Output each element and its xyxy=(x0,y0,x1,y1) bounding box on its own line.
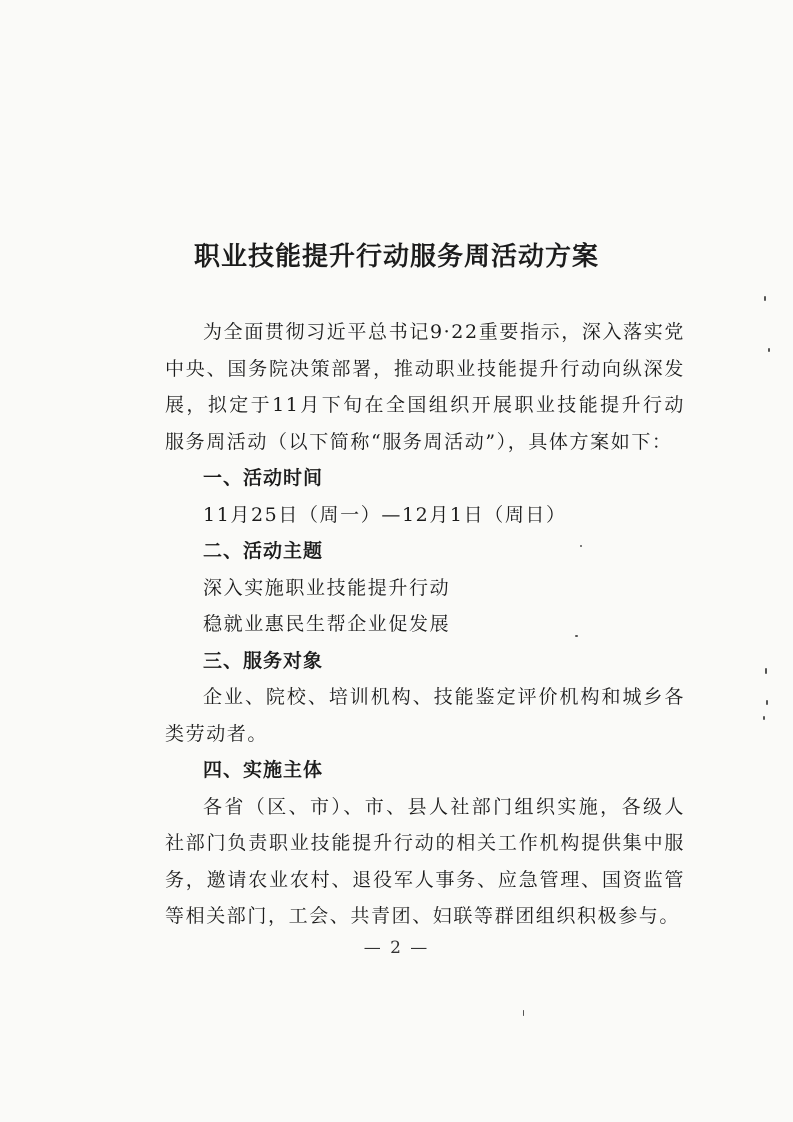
scan-speck xyxy=(575,635,578,637)
intro-paragraph: 为全面贯彻习近平总书记9·22重要指示，深入落实党中央、国务院决策部署，推动职业技能提升行动向纵深发展，拟定于11月下旬在全国组织开展职业技能提升行动服务周活动（以下简称“服务周活动”），具体方案如下： xyxy=(165,321,685,453)
scan-speck xyxy=(764,296,766,301)
scan-speck xyxy=(763,716,765,720)
scan-speck xyxy=(766,700,768,705)
scan-speck xyxy=(580,545,582,547)
section-heading-time: 一、活动时间 xyxy=(203,467,324,489)
section-paragraph: 稳就业惠民生帮企业促发展 xyxy=(203,613,451,635)
scan-speck xyxy=(523,1010,524,1016)
section-heading-theme: 二、活动主题 xyxy=(203,540,324,562)
document-body xyxy=(165,314,685,935)
section-paragraph: 各省（区、市）、市、县人社部门组织实施，各级人社部门负责职业技能提升行动的相关工作机构提供集中服务，邀请农业农村、退役军人事务、应急管理、国资监管等相关部门，工会、共青团、妇联等群团组织积极参与。 xyxy=(165,795,685,927)
scan-speck xyxy=(768,348,770,352)
section-paragraph: 深入实施职业技能提升行动 xyxy=(203,576,451,599)
section-heading-audience: 三、服务对象 xyxy=(203,649,324,672)
section-paragraph: 11月25日（周一）—12月1日（周日） xyxy=(203,503,567,526)
scan-speck xyxy=(765,668,767,674)
page-number: — 2 — xyxy=(363,938,430,958)
document-title: 职业技能提升行动服务周活动方案 xyxy=(193,242,599,272)
section-paragraph: 企业、院校、培训机构、技能鉴定评价机构和城乡各类劳动者。 xyxy=(165,686,685,745)
section-heading-organizer: 四、实施主体 xyxy=(203,759,324,781)
